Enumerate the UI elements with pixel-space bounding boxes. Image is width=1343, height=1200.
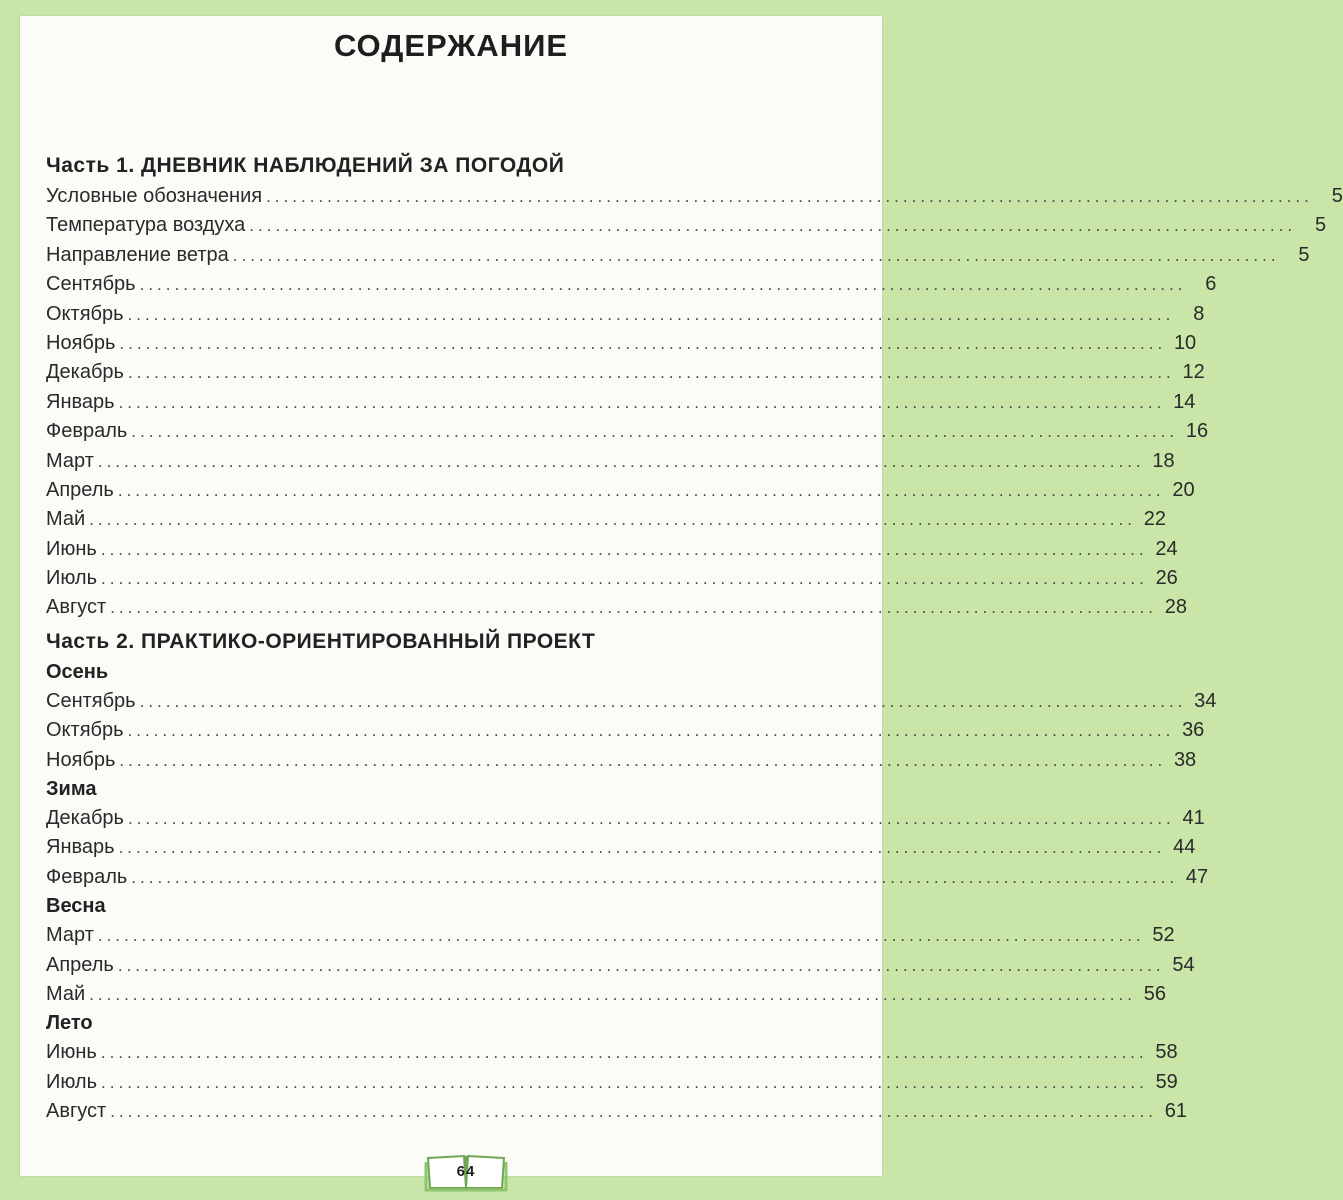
dot-leader: ........................................................................................................................ bbox=[117, 480, 1165, 500]
toc-entry-label: Условные обозначения bbox=[46, 185, 263, 207]
toc-entry bbox=[46, 833, 1196, 862]
dot-leader: ........................................................................................................................ bbox=[89, 984, 1136, 1004]
toc-entry-label: Апрель bbox=[46, 953, 114, 976]
dot-leader: ........................................................................................................................ bbox=[118, 392, 1166, 412]
toc-entry-page: 5 bbox=[1331, 185, 1343, 207]
toc-entry-label: Ноябрь bbox=[46, 748, 116, 771]
dot-leader: ........................................................................................................................ bbox=[97, 926, 1145, 946]
dot-leader: ........................................................................................................................ bbox=[101, 569, 1148, 589]
toc-entry bbox=[46, 716, 1205, 745]
toc-entry-page: 24 bbox=[1155, 537, 1178, 560]
toc-entry bbox=[46, 182, 1343, 211]
season-heading: Осень bbox=[46, 660, 109, 683]
toc-entry-label: Апрель bbox=[46, 478, 114, 501]
toc-entry bbox=[46, 329, 1197, 358]
toc-entry-page: 58 bbox=[1155, 1041, 1178, 1064]
page-number: 64 bbox=[456, 1163, 476, 1180]
toc-entry bbox=[46, 1097, 1187, 1126]
dot-leader: ........................................................................................................................ bbox=[100, 1043, 1148, 1063]
dot-leader: ........................................................................................................................ bbox=[127, 721, 1175, 741]
toc-entry-label: Сентябрь bbox=[46, 689, 136, 712]
document-page bbox=[20, 16, 1343, 1180]
page-title: СОДЕРЖАНИЕ bbox=[333, 28, 569, 63]
toc-entry bbox=[46, 921, 1175, 950]
dot-leader: ........................................................................................................................ bbox=[127, 809, 1175, 829]
dot-leader: ........................................................................................................................ bbox=[131, 867, 1179, 887]
season-heading: Весна bbox=[46, 895, 106, 918]
toc-entry bbox=[46, 417, 1209, 446]
toc-entry-label: Июль bbox=[46, 1070, 98, 1093]
dot-leader: ........................................................................................................................ bbox=[139, 691, 1187, 711]
toc-entry bbox=[46, 1068, 1178, 1097]
dot-leader: ........................................................................................................................ bbox=[118, 838, 1166, 858]
toc-entry bbox=[46, 388, 1196, 417]
toc-entry-page: 5 bbox=[1314, 214, 1327, 237]
part-1-heading: Часть 1. ДНЕВНИК НАБЛЮДЕНИЙ ЗА ПОГОДОЙ bbox=[46, 154, 565, 177]
dot-leader: ........................................................................................................................ bbox=[119, 750, 1167, 770]
toc-entry-label: Июнь bbox=[46, 1041, 97, 1064]
dot-leader: ........................................................................................................................ bbox=[131, 422, 1179, 442]
toc-entry-page: 61 bbox=[1164, 1100, 1187, 1123]
part-2-heading: Часть 2. ПРАКТИКО-ОРИЕНТИРОВАННЫЙ ПРОЕКТ bbox=[46, 629, 596, 653]
toc-entry bbox=[46, 211, 1327, 240]
page-number-badge bbox=[424, 1152, 508, 1192]
toc-entry-page: 5 bbox=[1298, 243, 1310, 266]
toc-entry-page: 34 bbox=[1194, 689, 1217, 712]
toc-entry-page: 38 bbox=[1173, 748, 1197, 771]
table-of-contents bbox=[46, 149, 1343, 1127]
toc-entry bbox=[46, 535, 1178, 564]
toc-entry-page: 36 bbox=[1182, 719, 1205, 742]
dot-leader: ........................................................................................................................ bbox=[266, 187, 1313, 206]
toc-entry-page: 14 bbox=[1173, 390, 1196, 413]
dot-leader: ........................................................................................................................ bbox=[127, 304, 1175, 324]
toc-entry-label: Октябрь bbox=[46, 719, 124, 742]
toc-entry bbox=[46, 241, 1310, 270]
toc-entry-label: Март bbox=[46, 449, 94, 472]
toc-entry-label: Август bbox=[46, 596, 107, 619]
toc-entry bbox=[46, 804, 1205, 833]
toc-entry-label: Октябрь bbox=[46, 302, 124, 325]
toc-entry-label: Температура воздуха bbox=[46, 214, 246, 237]
toc-entry-page: 41 bbox=[1182, 807, 1205, 830]
dot-leader: ........................................................................................................................ bbox=[97, 451, 1145, 471]
toc-entry-page: 52 bbox=[1152, 924, 1175, 947]
toc-entry bbox=[46, 476, 1195, 505]
toc-entry-page: 6 bbox=[1205, 273, 1217, 296]
toc-entry bbox=[46, 1038, 1178, 1067]
toc-entry bbox=[46, 505, 1166, 534]
dot-leader: ........................................................................................................................ bbox=[110, 598, 1157, 618]
toc-entry-page: 56 bbox=[1143, 982, 1166, 1005]
dot-leader: ........................................................................................................................ bbox=[89, 510, 1136, 530]
toc-entry-page: 12 bbox=[1182, 361, 1205, 384]
toc-entry-label: Февраль bbox=[46, 865, 128, 888]
toc-entry-page: 16 bbox=[1185, 420, 1209, 443]
toc-entry-label: Направление ветра bbox=[46, 243, 229, 266]
toc-entry-page: 44 bbox=[1173, 836, 1196, 859]
toc-entry bbox=[46, 447, 1175, 476]
toc-entry-label: Май bbox=[46, 982, 86, 1005]
toc-entry-page: 22 bbox=[1143, 508, 1166, 531]
toc-entry-label: Февраль bbox=[46, 420, 128, 443]
dot-leader: ........................................................................................................................ bbox=[100, 539, 1148, 559]
toc-entry-label: Июль bbox=[46, 567, 98, 590]
toc-entry-page: 59 bbox=[1155, 1070, 1178, 1093]
toc-entry-label: Январь bbox=[46, 390, 115, 413]
dot-leader: ........................................................................................................................ bbox=[127, 363, 1175, 383]
dot-leader: ........................................................................................................................ bbox=[249, 216, 1297, 236]
toc-entry-label: Декабрь bbox=[46, 361, 124, 384]
toc-entry bbox=[46, 358, 1205, 387]
toc-entry bbox=[46, 270, 1217, 299]
toc-entry bbox=[46, 593, 1187, 622]
dot-leader: ........................................................................................................................ bbox=[119, 333, 1167, 353]
toc-entry bbox=[46, 863, 1209, 892]
dot-leader: ........................................................................................................................ bbox=[110, 1102, 1157, 1122]
toc-entry-label: Июнь bbox=[46, 537, 97, 560]
toc-entry-page: 28 bbox=[1164, 596, 1187, 619]
toc-entry bbox=[46, 980, 1166, 1009]
toc-entry-label: Ноябрь bbox=[46, 331, 116, 354]
toc-entry-page: 47 bbox=[1185, 865, 1209, 888]
toc-entry-page: 20 bbox=[1172, 478, 1195, 501]
dot-leader: ........................................................................................................................ bbox=[139, 275, 1187, 295]
toc-entry-label: Май bbox=[46, 508, 86, 531]
dot-leader: ........................................................................................................................ bbox=[117, 955, 1165, 975]
toc-entry bbox=[46, 564, 1178, 593]
part-1-list bbox=[46, 182, 1343, 623]
toc-entry bbox=[46, 687, 1217, 716]
toc-entry-page: 10 bbox=[1173, 331, 1197, 354]
dot-leader: ........................................................................................................................ bbox=[101, 1072, 1148, 1092]
toc-entry-page: 18 bbox=[1152, 449, 1175, 472]
toc-entry-page: 26 bbox=[1155, 567, 1178, 590]
toc-entry-label: Декабрь bbox=[46, 807, 124, 830]
season-heading: Зима bbox=[46, 778, 97, 801]
part-2-list bbox=[46, 658, 1217, 1127]
toc-entry bbox=[46, 300, 1205, 329]
toc-entry bbox=[46, 746, 1197, 775]
toc-entry-label: Сентябрь bbox=[46, 273, 136, 296]
toc-entry-label: Март bbox=[46, 924, 94, 947]
toc-entry-page: 8 bbox=[1193, 302, 1205, 325]
toc-entry bbox=[46, 951, 1195, 980]
toc-entry-page: 54 bbox=[1172, 953, 1195, 976]
toc-entry-label: Январь bbox=[46, 836, 115, 859]
toc-entry-label: Август bbox=[46, 1100, 107, 1123]
dot-leader: ........................................................................................................................ bbox=[232, 245, 1280, 265]
season-heading: Лето bbox=[46, 1012, 93, 1035]
